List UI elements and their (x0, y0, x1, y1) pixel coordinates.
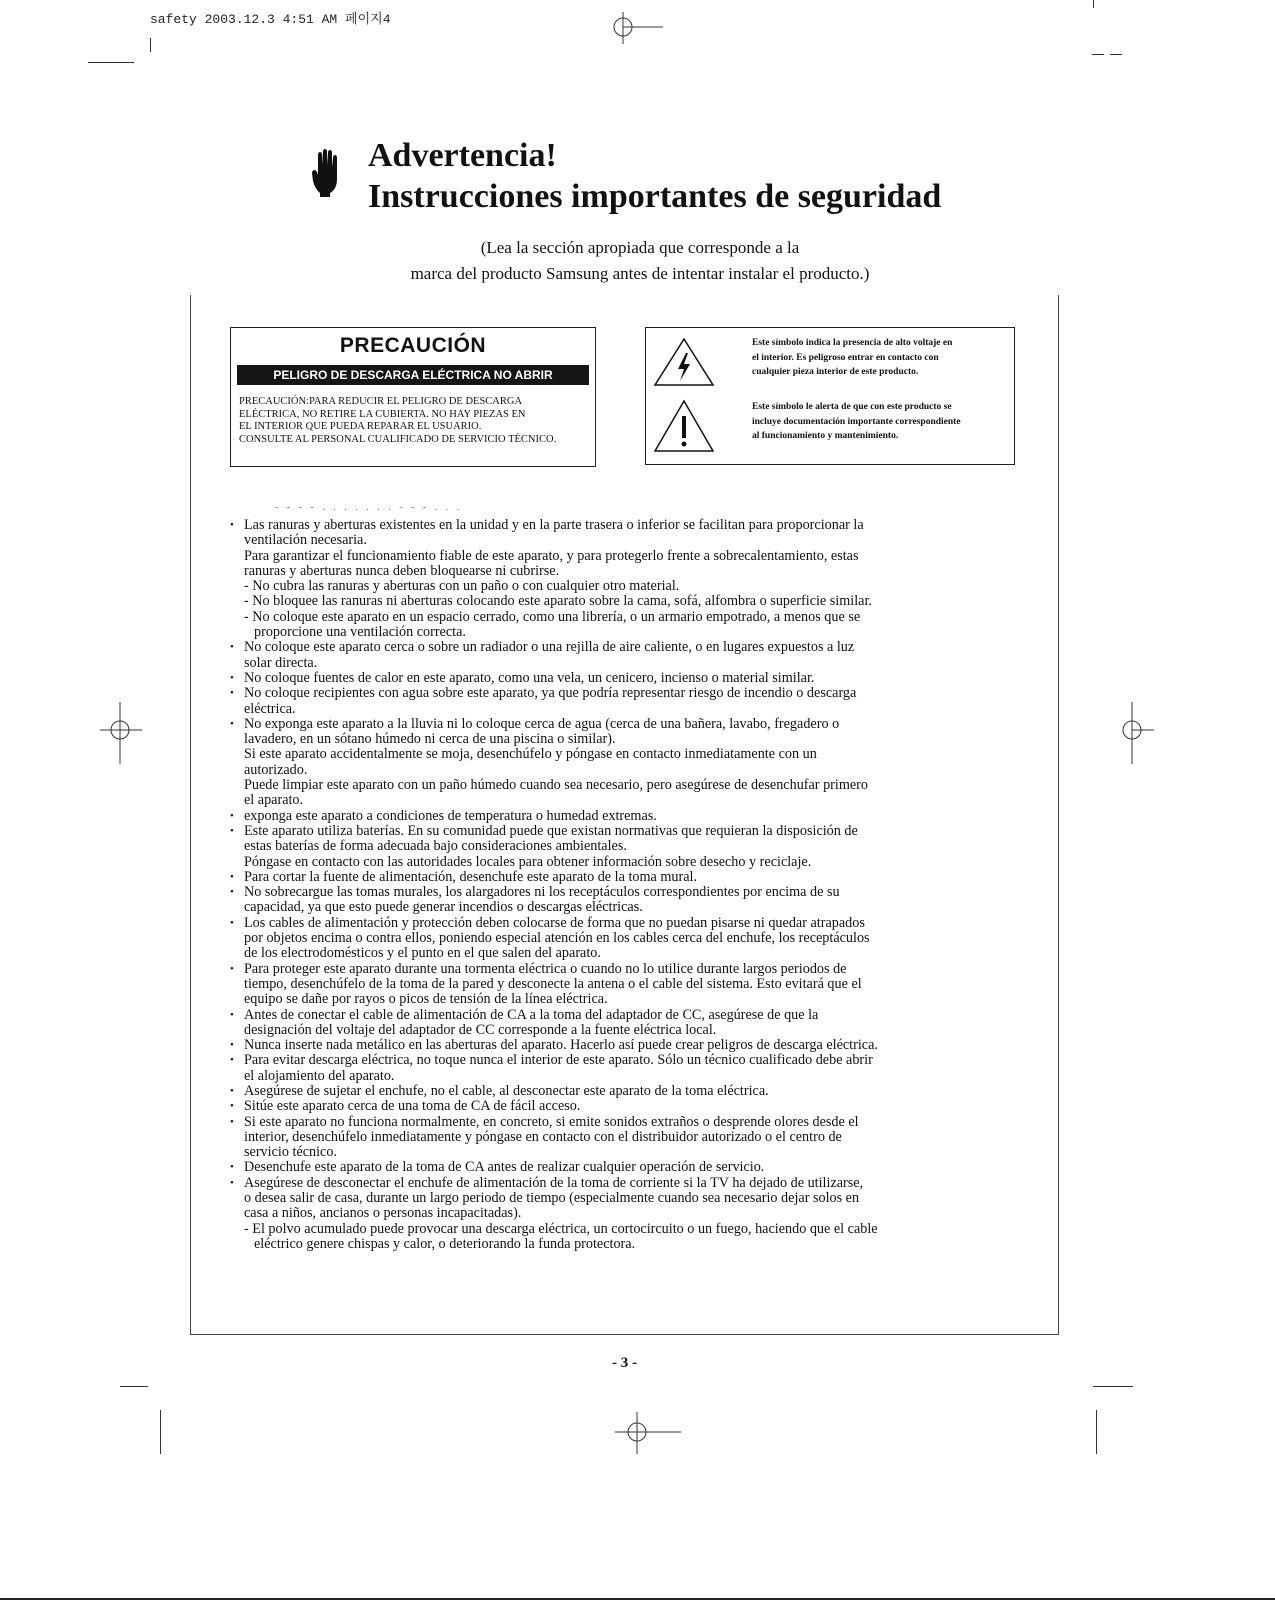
symbol-row-voltage (652, 336, 1006, 392)
instruction-item (228, 717, 1028, 809)
instruction-line: casa a niños, ancianos o personas incapacitadas). (244, 1205, 522, 1222)
instruction-line: - No cubra las ranuras y aberturas con un paño o con cualquier otro material. (244, 578, 680, 595)
instruction-item (228, 686, 1028, 717)
instruction-item (228, 916, 1028, 962)
instruction-item (228, 870, 1028, 885)
intro-line-1: (Lea la sección apropiada que corresponde a la (480, 238, 800, 257)
symbol-text-line: cualquier pieza interior de este producto. (752, 367, 919, 377)
registration-mark-right (1110, 700, 1156, 766)
registration-mark-bottom (605, 1410, 685, 1456)
registration-mark-top (605, 10, 665, 46)
instruction-line: • No coloque fuentes de calor en este aparato, como una vela, un cenicero, incienso o material similar. (244, 669, 815, 686)
instruction-line: el aparato. (244, 792, 304, 809)
instruction-line: autorizado. (244, 761, 308, 778)
instruction-line: estas baterías de forma adecuada bajo consideraciones ambientales. (244, 838, 627, 855)
instruction-line: • Las ranuras y aberturas existentes en la unidad y en la parte trasera o inferior se facilitan para proporcionar la (244, 517, 864, 533)
instruction-line: • Para proteger este aparato durante una tormenta eléctrica o cuando no lo utilice durante largos periodos de (244, 960, 847, 977)
instruction-item (228, 1115, 1028, 1161)
instruction-line: el alojamiento del aparato. (244, 1067, 395, 1084)
caution-warning-bar: PELIGRO DE DESCARGA ELÉCTRICA NO ABRIR (237, 365, 589, 385)
instruction-line: ranuras y aberturas nunca deben bloquearse ni cubrirse. (244, 562, 560, 579)
intro-line-2: marca del producto Samsung antes de intentar instalar el producto.) (410, 264, 870, 283)
instruction-line: • Este aparato utiliza baterías. En su comunidad puede que existan normativas que requieran la disposición de (244, 822, 858, 839)
exclamation-triangle-icon (652, 398, 716, 454)
instruction-item (228, 640, 1028, 671)
symbol-text-line: al funcionamiento y mantenimiento. (752, 431, 899, 441)
instruction-line: • Asegúrese de desconectar el enchufe de alimentación de la toma de corriente si la TV ha dejado de utilizarse, (244, 1174, 864, 1191)
instruction-line: por objetos encima o contra ellos, poniendo especial atención en los cables cerca del enchufe, los receptáculos (244, 930, 870, 947)
symbols-box (645, 327, 1015, 465)
instruction-item (228, 824, 1028, 870)
instruction-line: eléctrica. (244, 700, 296, 717)
instruction-line: ventilación necesaria. (244, 532, 367, 549)
instruction-line: - No coloque este aparato en un espacio cerrado, como una librería, o un armario empotrado, a menos que se (244, 608, 861, 625)
symbol-text-line: Este símbolo indica la presencia de alto voltaje en (752, 338, 953, 348)
safety-instructions-list (228, 518, 1028, 1252)
symbol-voltage-text (752, 336, 1007, 380)
instruction-line: • Nunca inserte nada metálico en las aberturas del aparato. Hacerlo así puede crear peligros de descarga eléctrica. (244, 1037, 878, 1054)
registration-mark-left (98, 700, 144, 766)
scan-artifact-dashes: - - - - . . . . . . . - - - . . . (275, 502, 463, 513)
instruction-item (228, 1099, 1028, 1114)
instruction-line: equipo se dañe por rayos o picos de tensión de la línea eléctrica. (244, 991, 608, 1008)
instruction-line: tiempo, desenchúfelo de la toma de la pared y desconecte la antena o el cable del sistema. Esto evitará que el (244, 975, 862, 992)
instruction-line: - El polvo acumulado puede provocar una descarga eléctrica, un cortocircuito o un fuego, haciendo que el cable (244, 1220, 878, 1237)
instruction-line: Puede limpiar este aparato con un paño húmedo cuando sea necesario, pero asegúrese de desenchufar primero (244, 777, 868, 794)
print-header-meta: safety 2003.12.3 4:51 AM 페이지4 (150, 12, 391, 27)
caution-title: PRECAUCIÓN (339, 334, 487, 357)
title-line-2: Instrucciones importantes de seguridad (368, 178, 942, 215)
symbol-row-documentation (652, 398, 1006, 458)
instruction-item (228, 1160, 1028, 1175)
lightning-triangle-icon (652, 336, 716, 388)
symbol-documentation-text (752, 400, 1007, 444)
instruction-line: Si este aparato accidentalmente se moja, desenchúfelo y póngase en contacto inmediatamente con un (244, 746, 817, 763)
caution-body-line: PRECAUCIÓN:PARA REDUCIR EL PELIGRO DE DESCARGA (239, 396, 523, 407)
instruction-item (228, 518, 1028, 640)
frame-bottom-border (190, 1334, 1059, 1335)
instruction-line: capacidad, ya que esto puede generar incendios o descargas eléctricas. (244, 899, 643, 916)
instruction-item (228, 671, 1028, 686)
intro-note (300, 235, 980, 287)
instruction-line: • Para evitar descarga eléctrica, no toque nunca el interior de este aparato. Sólo un técnico cualificado debe abrir (244, 1052, 873, 1069)
instruction-item (228, 809, 1028, 824)
instruction-line: interior, desenchúfelo inmediatamente y póngase en contacto con el distribuidor autorizado o el centro de (244, 1128, 842, 1145)
instruction-line: designación del voltaje del adaptador de CC corresponde a la fuente eléctrica local. (244, 1021, 717, 1038)
instruction-line: de los electrodomésticos y el punto en el que salen del aparato. (244, 945, 601, 962)
instruction-line: • Antes de conectar el cable de alimentación de CA a la toma del adaptador de CC, asegúrese de que la (244, 1006, 819, 1023)
instruction-item (228, 1084, 1028, 1099)
caution-box (230, 327, 596, 467)
instruction-line: • exponga este aparato a condiciones de temperatura o humedad extremas. (244, 807, 657, 824)
caution-body-line: ELÉCTRICA, NO RETIRE LA CUBIERTA. NO HAY PIEZAS EN (239, 408, 526, 420)
instruction-line: • Para cortar la fuente de alimentación, desenchufe este aparato de la toma mural. (244, 868, 697, 885)
instruction-line: • Asegúrese de sujetar el enchufe, no el cable, al desconectar este aparato de la toma eléctrica. (244, 1082, 769, 1099)
instruction-line: • Sitúe este aparato cerca de una toma de CA de fácil acceso. (244, 1098, 581, 1115)
caution-body (239, 396, 591, 446)
caution-body-line: CONSULTE AL PERSONAL CUALIFICADO DE SERVICIO TÉCNICO. (239, 433, 557, 445)
symbol-text-line: Este símbolo le alerta de que con este producto se (752, 402, 952, 412)
frame-right-border (1058, 295, 1059, 1335)
symbol-text-line: el interior. Es peligroso entrar en contacto con (752, 352, 939, 363)
instruction-item (228, 1176, 1028, 1252)
instruction-line: eléctrico genere chispas y calor, o deteriorando la funda protectora. (254, 1235, 636, 1252)
instruction-line: solar directa. (244, 654, 318, 671)
frame-left-border (190, 295, 191, 1335)
instruction-line: o desea salir de casa, durante un largo periodo de tiempo (especialmente cuando sea necesario dejar solos en (244, 1190, 860, 1207)
instruction-item (228, 1053, 1028, 1084)
instruction-line: servicio técnico. (244, 1144, 337, 1161)
instruction-line: lavadero, en un sótano húmedo ni cerca de una piscina o similar). (244, 731, 616, 748)
instruction-line: • No coloque este aparato cerca o sobre un radiador o una rejilla de aire caliente, o en lugares expuestos a luz (244, 639, 855, 656)
instruction-line: • Desenchufe este aparato de la toma de CA antes de realizar cualquier operación de servicio. (244, 1159, 765, 1176)
instruction-line: • No coloque recipientes con agua sobre este aparato, ya que podría representar riesgo de incendio o descarga (244, 685, 857, 702)
instruction-line: • Los cables de alimentación y protección deben colocarse de forma que no puedan pisarse ni quedar atrapados (244, 914, 865, 931)
instruction-line: • Si este aparato no funciona normalmente, en concreto, si emite sonidos extraños o desprende olores desde el (244, 1113, 859, 1130)
instruction-line: Póngase en contacto con las autoridades locales para obtener información sobre desecho y reciclaje. (244, 853, 812, 870)
instruction-line: - No bloquee las ranuras ni aberturas colocando este aparato sobre la cama, sofá, alfombra o superficie similar. (244, 593, 872, 610)
instruction-item (228, 1008, 1028, 1039)
instruction-line: Para garantizar el funcionamiento fiable de este aparato, y para protegerlo frente a sobrecalentamiento, estas (244, 547, 859, 564)
instruction-line: • No sobrecargue las tomas murales, los alargadores ni los receptáculos correspondientes por encima de su (244, 884, 840, 901)
page-number: - 3 - (612, 1355, 637, 1371)
instruction-item (228, 885, 1028, 916)
symbol-text-line: incluye documentación importante correspondiente (752, 416, 961, 427)
instruction-item (228, 1038, 1028, 1053)
instruction-line: proporcione una ventilación correcta. (254, 624, 466, 641)
title-line-1: Advertencia! (368, 137, 557, 174)
caution-body-line: EL INTERIOR QUE PUEDA REPARAR EL USUARIO. (239, 421, 482, 432)
instruction-item (228, 962, 1028, 1008)
instruction-line: • No exponga este aparato a la lluvia ni lo coloque cerca de agua (cerca de una bañera, lavabo, fregadero o (244, 715, 840, 732)
hand-stop-icon (312, 149, 338, 197)
